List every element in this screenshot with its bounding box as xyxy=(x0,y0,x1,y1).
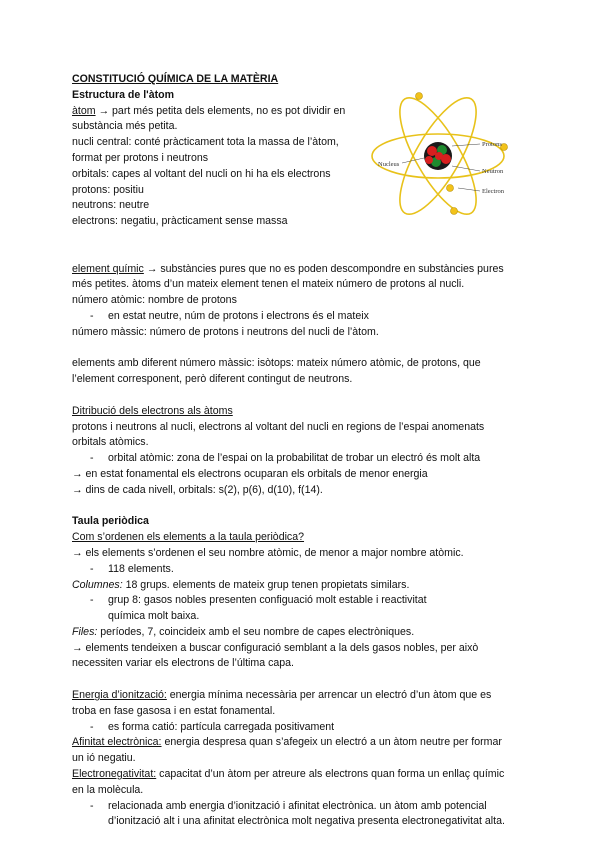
mass-number-line: número màssic: número de protons i neutrons del nucli de l’àtom. xyxy=(72,325,379,338)
electronegativity-term: Electronegativitat: xyxy=(72,768,157,781)
affinity-term: Afinitat electrònica: xyxy=(72,736,162,749)
isotopes-line-2: l’element corresponent, però diferent contingut de neutrons. xyxy=(72,373,353,386)
electron-ball xyxy=(447,185,454,192)
protons-label: Protons xyxy=(482,141,502,148)
atom-definition-line-1: àtom → part més petita dels elements, no es pot dividir en xyxy=(72,104,346,117)
electron-label: Electron xyxy=(482,188,505,195)
orbital-capacity-line: → dins de cada nivell, orbitals: s(2), p(6), d(10), f(14). xyxy=(72,483,323,496)
section-heading-periodic-table: Taula periòdica xyxy=(72,515,149,528)
distribution-line-1: protons i neutrons al nucli, electrons al voltant del nucli en regions de l’espai anomenats xyxy=(72,420,485,433)
periodic-question: Com s’ordenen els elements a la taula periòdica? xyxy=(72,531,305,544)
electron-ball xyxy=(416,93,423,100)
rows-line: Files: períodes, 7, coincideix amb el seu nombre de capes electròniques. xyxy=(72,625,415,638)
element-definition-line-2: més petites. àtoms d’un mateix element tenen el mateix número de protons al nucli. xyxy=(72,278,465,291)
proton-ball xyxy=(435,152,443,160)
ionization-line-2: troba en fase gasosa i en estat fonamental. xyxy=(72,704,276,717)
columns-line: Columnes: 18 grups. elements de mateix grup tenen propietats similars. xyxy=(72,578,410,591)
electronegativity-line-2: en la molècula. xyxy=(72,783,144,796)
ionization-term: Energia d’ionització: xyxy=(72,689,167,702)
atom-diagram xyxy=(366,84,516,228)
noble-gas-line-1: → elements tendeixen a buscar configuració semblant a la dels gasos nobles, per això xyxy=(72,641,479,654)
nucleus-line-2: format per protons i neutrons xyxy=(72,151,209,164)
atom-term: àtom xyxy=(72,104,96,117)
document-title: CONSTITUCIÓ QUÍMICA DE LA MATÈRIA xyxy=(72,73,279,85)
distribution-line-2: orbitals atòmics. xyxy=(72,436,149,449)
electronegativity-line-1: Electronegativitat: capacitat d’un àtom per atreure als electrons quan forma un enllaç químic xyxy=(72,768,505,781)
affinity-line-1: Afinitat electrònica: energia despresa quan s’afegeix un electró a un àtom neutre per formar xyxy=(72,736,502,749)
electron-ball xyxy=(451,208,458,215)
orbitals-line: orbitals: capes al voltant del nucli on hi ha els electrons xyxy=(72,167,331,180)
ground-state-line: → en estat fonamental els electrons ocuparan els orbitals de menor energia xyxy=(72,467,428,480)
element-term: element químic xyxy=(72,262,144,275)
section-heading-electron-distribution: Ditribució dels electrons als àtoms xyxy=(72,404,233,417)
neutrons-line: neutrons: neutre xyxy=(72,199,150,212)
element-definition-line-1: element químic → substàncies pures que no es poden descompondre en substàncies pures xyxy=(72,262,504,275)
electrons-line: electrons: negatiu, pràcticament sense massa xyxy=(72,215,288,228)
isotopes-line-1: elements amb diferent número màssic: isòtops: mateix número atòmic, de protons, que xyxy=(72,357,481,370)
proton-ball xyxy=(425,156,433,164)
list-item: - 118 elements. xyxy=(90,562,174,575)
protons-line: protons: positiu xyxy=(72,183,144,196)
nucleus-line-1: nucli central: conté pràcticament tota la massa de l’àtom, xyxy=(72,136,339,149)
noble-gas-line-2: necessiten variar els electrons de l’última capa. xyxy=(72,657,294,670)
rows-label: Files: xyxy=(72,625,98,638)
list-item: - en estat neutre, núm de protons i electrons és el mateix xyxy=(90,309,369,322)
list-item: - orbital atòmic: zona de l’espai on la probabilitat de trobar un electró és molt alta xyxy=(90,452,481,465)
atomic-number-line: número atòmic: nombre de protons xyxy=(72,294,237,307)
ordering-line: → els elements s’ordenen el seu nombre atòmic, de menor a major nombre atòmic. xyxy=(72,546,464,559)
neutron-label: Neutron xyxy=(482,168,504,175)
ionization-line-1: Energia d’ionització: energia mínima necessària per arrencar un electró d’un àtom que es xyxy=(72,689,492,702)
list-item: - relacionada amb energia d’ionització i afinitat electrònica. un àtom amb potencial d’ionització alt i una afinitat electrònica molt negativa presenta electronegativitat alta. xyxy=(90,799,505,828)
affinity-line-2: un ió negatiu. xyxy=(72,752,136,765)
section-heading-atom-structure: Estructura de l'àtom xyxy=(72,88,175,101)
nucleus-label: Nucleus xyxy=(378,161,400,168)
atom-definition-line-2: substància més petita. xyxy=(72,120,178,133)
columns-label: Columnes: xyxy=(72,578,123,591)
list-item: - es forma catió: partícula carregada positivament xyxy=(90,720,335,733)
list-item: - grup 8: gasos nobles presenten configuació molt estable i reactivitat química molt baixa. xyxy=(90,594,427,623)
